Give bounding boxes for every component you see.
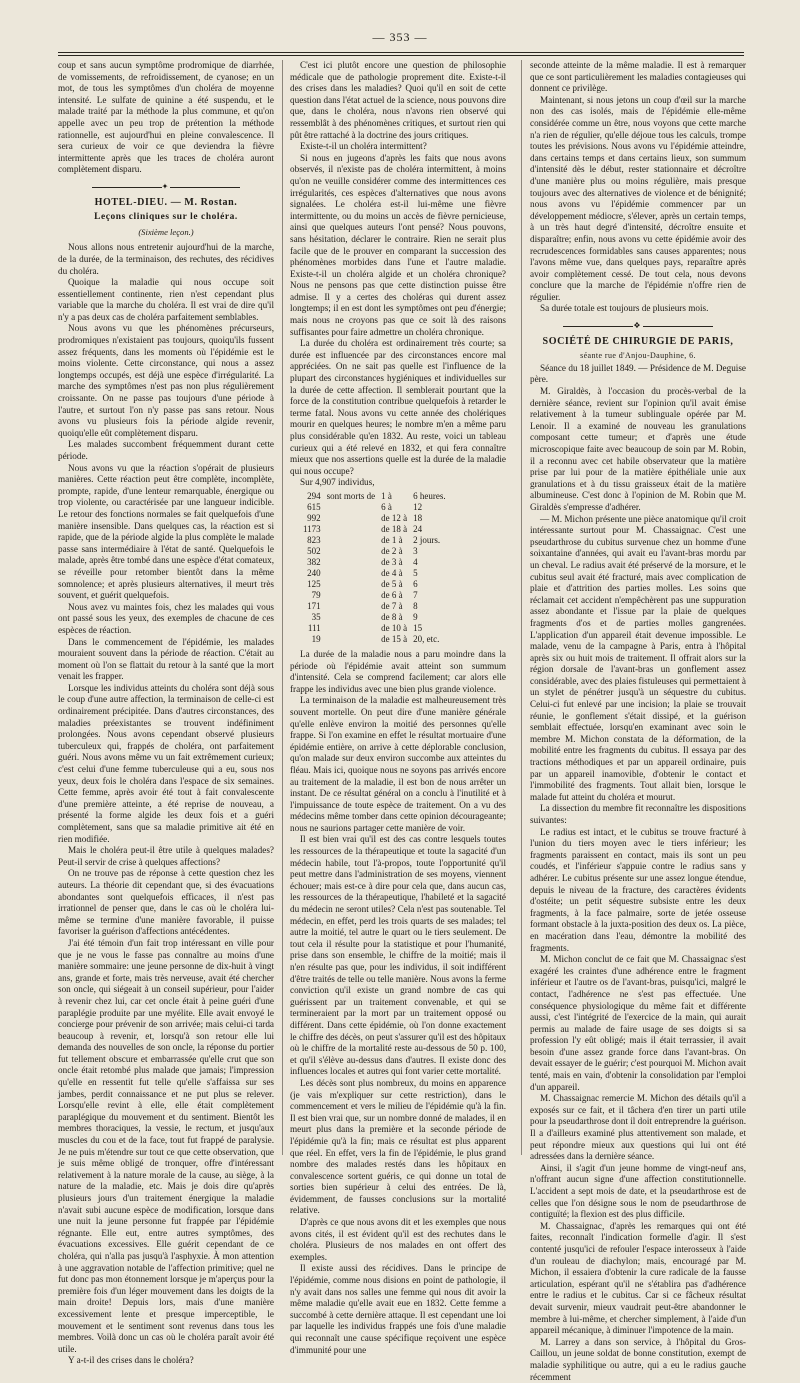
table-cell: 823 [307, 534, 321, 545]
section-heading: HOTEL-DIEU. — M. Rostan. [94, 196, 238, 208]
table-cell [324, 579, 379, 590]
table-cell: de 15 à [381, 633, 408, 644]
table-cell: 5 [413, 567, 418, 578]
section-subheading: Leçons cliniques sur le choléra. [94, 212, 238, 223]
table-row [300, 590, 449, 601]
table-cell [324, 601, 379, 612]
table-cell: 79 [311, 589, 321, 600]
table-cell: 12 [413, 501, 423, 512]
table-cell [324, 568, 379, 579]
table-row [300, 623, 449, 634]
table-cell: 382 [307, 556, 321, 567]
table-row [300, 513, 449, 524]
table-cell: 502 [307, 545, 321, 556]
table-row [300, 557, 449, 568]
column-right [530, 60, 746, 1382]
paragraph: Séance du 18 juillet 1849. — Présidence de M. Deguise père. [530, 362, 746, 385]
paragraph: — M. Michon présente une pièce anatomique qu'il croit intéressante surtout pour M. Chassaignac. C'est une pseudarthrose du cubitus survenue chez un homme d'une soixantaine d'années, qui avait eu l'avant-bras mordu par un cheval. Le radius avait été préservé de la morsure, et le cubitus seul avait été fracturé, mais avec complication de plaie et d'attrition des parties molles. Les soins que réclamait cet accident n'empêchèrent pas une suppuration assez abondante et l'issue par la plaie de quelques fragments d'os et de parties molles gangrenées. L'application d'un appareil était devenue impossible. Le malade, venu de la campagne à Paris, entra à l'hôpital après six ou huit mois de traitement. Il offrait alors sur la région dorsale de l'avant-bras un gonflement assez considérable, avec des plaies fistuleuses qui permettaient à un stylet de pénétrer jusqu'à un séquestre du cubitus. Celui-ci fut enlevé par une incision; la plaie se trouvait réunie, le gonflement s'était dissipé, et la guérison semblait effectuée, lorsqu'en examinant avec soin le membre M. Michon constata de la déformation, de la mobilité entre les fragments du cubitus. Il essaya par des tractions méthodiques et par un appareil ordinaire, puis par un appareil inamovible, d'obtenir le contact et l'immobilité des fragments. Tout allait bien, lorsque le malade fut atteint du choléra et mourut. [530, 513, 746, 802]
paragraph: seconde atteinte de la même maladie. Il est à remarquer que ce sont particulièrement les maladies contagieuses qui donnent ce privilège. [530, 60, 746, 94]
paragraph: coup et sans aucun symptôme prodromique de diarrhée, de vomissements, de refroidissement, de cyanose; en un mot, de tous les symptômes d'un choléra de moyenne intensité. Le sulfate de quinine a été suspendu, et le malade traité par la méthode la plus commune, et qu'on appelle avec un peu trop de prétention la méthode rationnelle, est aujourd'hui en pleine convalescence. Il sera curieux de voir ce que deviendra la fièvre intermittente après que les traces de choléra auront complètement disparu. [58, 60, 274, 175]
table-cell [324, 546, 379, 557]
paragraph: Quoique la maladie qui nous occupe soit essentiellement continente, rien n'est cependant plus variable que la marche du choléra. Il est vrai de dire qu'il n'y a pas deux cas de choléra parfaitement semblables. [58, 277, 274, 322]
table-cell: 294 [307, 490, 321, 501]
table-cell: 3 [413, 545, 418, 556]
table-row [300, 568, 449, 579]
table-cell [324, 612, 379, 623]
table-cell [324, 535, 379, 546]
paragraph: M. Larrey a dans son service, à l'hôpital du Gros-Caillou, un jeune soldat de bonne constitution, exempt de maladie syphilitique ou autre, qui a eu le radius gauche récemment [530, 1336, 746, 1382]
table-cell: de 3 à [381, 556, 403, 567]
table-cell: 4 [413, 556, 418, 567]
paragraph: M. Giraldès, à l'occasion du procès-verbal de la dernière séance, revient sur l'opinion qu'il avait émise relativement à la tumeur sublinguale opérée par M. Lenoir. Il a examiné de nouveau les granulations composant cette tumeur; et d'après une étude microscopique faite avec beaucoup de soin par M. Robin, il a reconnu avec cet habile observateur que la matière prise par lui pour de la matière épithéliale unie aux granulations et à du tissu graisseux était de la matière albumineuse. C'est donc à l'opinion de M. Robin que M. Giraldès s'empresse d'adhérer. [530, 386, 746, 512]
table-row [300, 524, 449, 535]
table-cell: de 10 à [381, 622, 408, 633]
table-cell: 19 [311, 633, 321, 644]
table-cell: 1173 [303, 523, 321, 534]
table-cell: 24 [413, 523, 423, 534]
table-cell: 6 [413, 578, 418, 589]
table-cell: de 4 à [381, 567, 403, 578]
paragraph: Les malades succombent fréquemment durant cette période. [58, 439, 274, 461]
paragraph: Sa durée totale est toujours de plusieurs mois. [540, 303, 709, 314]
table-row [300, 579, 449, 590]
paragraph: La terminaison de la maladie est malheureusement très souvent mortelle. On peut dire d'une manière générale qu'elle enlève environ la moitié des personnes qu'elle frappe. Si l'on examine en effet le résultat mortuaire d'une épidémie entière, on arrive à cette déplorable conclusion, qu'on malade sur deux environ succombe aux atteintes du fléau. Mais ici, quoique nous ne soyons pas arrivés encore au traitement de la maladie, il est bon de nous arrêter un instant. De ce résultat général on a conclu à l'inutilité et à l'impuissance de toute espèce de traitement. On a vu des médecins même tomber dans cette opinion décourageante; nous ne saurions partager cette manière de voir. [290, 695, 506, 833]
paragraph: La durée de la maladie nous a paru moindre dans la période où l'épidémie avait atteint son summum d'intensité. Cela se comprend facilement; car alors elle frappe les individus avec une bien plus grande violence. [290, 648, 506, 694]
table-intro: Sur 4,907 individus, [300, 477, 375, 488]
paragraph: M. Chassaignac, d'après les remarques qui ont été faites, reconnaît l'indication formelle d'agir. Il s'est contenté jusqu'ici de refouler l'espace interosseux à l'aide d'un rouleau de diachylon; mais, encouragé par M. Michon, il essaiera d'obtenir la cure radicale de la fausse articulation, espérant qu'il ne s'établira pas d'adhérence entre le radius et le cubitus. Car si ce fâcheux résultat devait survenir, mieux vaudrait peut-être abandonner le membre à lui-même, et chercher simplement, à l'aide d'un appareil mécanique, à diminuer l'impotence de la main. [530, 1220, 746, 1336]
paragraph: C'est ici plutôt encore une question de philosophie médicale que de pathologie proprement dite. Existe-t-il des crises dans les maladies? Quoi qu'il en soit de cette question dans l'état actuel de la science, nous pouvons dire que, dans le choléra, nous n'avons rien observé qui ressemblât à des phénomènes critiques, et surtout rien qui pût être rattaché à la doctrine des jours critiques. [290, 60, 506, 140]
paragraph: Ainsi, il s'agit d'un jeune homme de vingt-neuf ans, n'offrant aucun signe d'une affection constitutionnelle. L'accident a sept mois de date, et la pseudarthrose est de celles que l'on désigne sous le nom de pseudarthrose de contiguïté; la flexion est des plus difficile. [530, 1162, 746, 1220]
mortality-duration-table [300, 491, 449, 645]
table-row [300, 634, 449, 645]
table-cell [324, 502, 379, 513]
table-cell [324, 524, 379, 535]
ornament-divider: ❖ [530, 320, 746, 332]
paragraph: On ne trouve pas de réponse à cette question chez les auteurs. La théorie dit cependant que, si des évacuations abondantes sont quelquefois efficaces, il n'est pas irrationnel de penser que, dans le cas où le choléra lui-même se termine d'une manière favorable, il puisse favoriser la guérison d'affections antécédentes. [58, 868, 274, 937]
table-cell: 9 [413, 611, 418, 622]
table-row [300, 491, 449, 502]
paragraph: Mais le choléra peut-il être utile à quelques malades? Peut-il servir de crise à quelques affections? [58, 845, 274, 867]
paragraph: La dissection du membre fit reconnaître les dispositions suivantes: [530, 803, 746, 825]
table-cell: de 12 à [381, 512, 408, 523]
page-number: — 353 — [372, 30, 428, 44]
table-cell: 6 à [381, 501, 392, 512]
table-cell: 992 [307, 512, 321, 523]
table-cell: 125 [307, 578, 321, 589]
table-cell: 6 heures. [413, 490, 446, 501]
table-cell: 35 [311, 611, 321, 622]
section-subheading: séante rue d'Anjou-Dauphine, 6. [580, 351, 696, 361]
table-cell: 111 [307, 622, 321, 633]
table-cell [324, 590, 379, 601]
paragraph: Dans le commencement de l'épidémie, les malades mouraient souvent dans la période de réaction. C'était au moment où l'on se flattait du retour à la santé que la mort venait les frapper. [58, 636, 274, 682]
paragraph: Y a-t-il des crises dans le choléra? [68, 1355, 194, 1366]
table-cell: de 1 à [381, 534, 403, 545]
paragraph: D'après ce que nous avons dit et les exemples que nous avons cités, il est évident qu'il est des rechutes dans le choléra. Plusieurs de nos malades en ont offert des exemples. [290, 1217, 506, 1262]
ornament-divider: ✦ [58, 181, 274, 193]
table-cell [324, 623, 379, 634]
header-rule-secondary [58, 55, 744, 56]
paragraph: Les décès sont plus nombreux, du moins en apparence (je vais m'expliquer sur cette restriction), dans le commencement et vers le milieu de l'épidémie qu'à la fin. Il est bien vrai que, sur un nombre donné de malades, il en meurt plus dans la première et la seconde période de l'épidémie qu'à la fin; mais ce résultat est plus apparent que réel. En effet, vers la fin de l'épidémie, le plus grand nombre des malades restés dans les hôpitaux en convalescence sortent guéris, ce qui donne un total de sorties bien supérieur à celui des entrées. De là, évidemment, de fausses conclusions sur la mortalité relative. [290, 1077, 506, 1216]
table-cell: de 5 à [381, 578, 403, 589]
table-cell: de 2 à [381, 545, 403, 556]
paragraph: Le radius est intact, et le cubitus se trouve fracturé à l'union du tiers moyen avec le tiers inférieur; les fragments paraissent en contact, mais ils sont un peu coudés, et l'inférieur s'appuie contre le radius sans y adhérer. Le cubitus présente sur une assez longue étendue, depuis le niveau de la fracture, des caractères évidents d'ostéite; un petit séquestre subsiste entre les deux fragments, à la face palmaire, sorte de jetée osseuse formant obstacle à la juxta-position des deux os. La pièce, en macération dans l'eau, démontre la mobilité des fragments. [530, 826, 746, 953]
table-cell: 2 jours. [413, 534, 441, 545]
table-cell: de 7 à [381, 600, 403, 611]
paragraph: Nous avez vu maintes fois, chez les malades qui vous ont passé sous les yeux, des exemples de chacune de ces espèces de réaction. [58, 601, 274, 635]
table-row [300, 502, 449, 513]
paragraph: Nous allons nous entretenir aujourd'hui de la marche, de la durée, de la terminaison, des rechutes, des récidives du choléra. [58, 242, 274, 276]
table-cell: 8 [413, 600, 418, 611]
table-cell: 1 à [381, 490, 392, 501]
paragraph: J'ai été témoin d'un fait trop intéressant en ville pour que je ne vous le fasse pas connaître au moins d'une manière sommaire: une jeune personne de dix-huit à vingt ans, grande et forte, mais très nerveuse, avait été chercher son oncle, qui siégeait à un conseil supérieur, pour l'aider à revenir chez lui, car cet oncle était à peine guéri d'une paraplégie produite par une myélite. Elle avait envoyé le concierge pour prévenir de son arrivée; mais celui-ci tarda beaucoup à revenir, et, lorsqu'à son retour elle lui demanda des nouvelles de son oncle, la réponse du portier fut tellement obscure et embarrassée qu'elle crut que son oncle était retombé plus malade que jamais; l'impression qu'elle en ressentit fut telle qu'elle s'affaissa sur ses jambes, perdit connaissance et ne put plus se relever. Lorsqu'elle revint à elle, elle était complètement paraplégique du mouvement et du sentiment. Bientôt les membres thoraciques, la vessie, le rectum, et jusqu'aux muscles du cou et de la face, tout fut frappé de paralysie. Je ne puis m'étendre sur tout ce que cette observation, que je suis même obligé de tronquer, offre d'intéressant relativement à la nature morale de la cause, au siège, à la nature de la maladie, etc. Mais je dois dire qu'après plusieurs jours d'un traitement énergique la maladie n'avait subi aucune espèce de modification, lorsque dans une nuit la jeune personne fut frappée par l'épidémie régnante. Elle eut, entre autres symptômes, des évacuations excessives. Elle guérit cependant de ce choléra, qui n'alla pas jusqu'à l'asphyxie. À mon attention à une aggravation notable de l'affection primitive; quel ne fut donc pas mon étonnement lorsque je m'aperçus pour la première fois d'un léger mouvement dans les doigts de la main droite! Depuis lors, mais d'une manière excessivement lente et presque imperceptible, le mouvement et le sentiment sont revenus dans tous les membres. Voilà donc un cas où le choléra paraît avoir été utile. [58, 937, 274, 1354]
table-row [300, 535, 449, 546]
table-cell: de 8 à [381, 611, 403, 622]
table-cell: 15 [413, 622, 423, 633]
paragraph: M. Michon conclut de ce fait que M. Chassaignac s'est exagéré les craintes d'une adhérence entre le fragment inférieur et l'autre os de l'avant-bras, puisqu'ici, malgré le contact, l'adhérence ne s'est pas effectuée. Une conséquence physiologique du même fait et différente aussi, c'est l'intégrité de l'exercice de la main, qui aurait permis au malade de faire usage de ses doigts si sa profession l'y eût obligé; mais il était terrassier, il avait besoin d'une assez grande force dans l'avant-bras. On devait essayer de le guérir; c'est pourquoi M. Michon avait tenté, mais en vain, d'obtenir la consolidation par l'emploi d'un appareil. [530, 954, 746, 1092]
table-cell: sont morts de [326, 490, 376, 501]
table-cell: 7 [413, 589, 418, 600]
table-row [300, 601, 449, 612]
paragraph: Lorsque les individus atteints du choléra sont déjà sous le coup d'une autre affection, la terminaison de celle-ci est ordinairement précipitée. Dans d'autres circonstances, des maladies préexistantes se trouvent indéfiniment prolongées. Nous avons cependant observé plusieurs tuberculeux qui, frappés de choléra, ont parfaitement guéri. Nous avons même vu un fait extrêmement curieux; c'est celui d'une femme tuberculeuse qui a eu, sous nos yeux, deux fois le choléra dans l'espace de six semaines. Cette femme, après avoir été tout à fait convalescente d'une première atteinte, a été reprise de nouveau, a présenté la forme algide les deux fois et a guéri complètement, sans que sa maladie primitive ait été en rien modifiée. [58, 682, 274, 844]
lesson-number: (Sixième leçon.) [138, 226, 194, 237]
table-cell: de 18 à [381, 523, 408, 534]
table-cell: 20, etc. [413, 633, 440, 644]
paragraph: Nous avons vu que la réaction s'opérait de plusieurs manières. Cette réaction peut être complète, incomplète, prompte, rapide, d'une lenteur remarquable, énergique ou trop violente, ou caractérisée par une langueur indicible. Le retour des fonctions normales se fait quelquefois d'une manière insensible. Dans quelques cas, la réaction est si rapide, que de la période algide la plus complète le malade passe sans intermédiaire à l'état de santé. Quelquefois le malade, après être tombé dans une espèce d'état comateux, se réveille pour retomber bientôt dans la même somnolence; et après plusieurs alternatives, il meurt très souvent, et guérit quelquefois. [58, 462, 274, 601]
table-cell: 171 [307, 600, 321, 611]
table-cell: 18 [413, 512, 423, 523]
paragraph: M. Chassaignac remercie M. Michon des détails qu'il a exposés sur ce fait, et il tâchera d'en tirer un parti utile pour la pseudarthrose dont il doit entreprendre la guérison. Il a d'ailleurs examiné plus attentivement son malade, et peut répondre mieux aux questions qui lui ont été adressées dans la dernière séance. [530, 1093, 746, 1162]
table-cell: 615 [307, 501, 321, 512]
column-divider [282, 60, 283, 1155]
paragraph: Existe-t-il un choléra intermittent? [300, 141, 427, 152]
table-cell: de 6 à [381, 589, 403, 600]
table-cell [324, 557, 379, 568]
table-row [300, 612, 449, 623]
header-rule [58, 52, 744, 53]
section-heading: SOCIÉTÉ DE CHIRURGIE DE PARIS, [542, 335, 734, 347]
table-cell: 240 [307, 567, 321, 578]
column-left [58, 60, 274, 1366]
table-cell [324, 513, 379, 524]
column-divider [521, 60, 522, 1155]
paragraph: La durée du choléra est ordinairement très courte; sa durée est influencée par des circonstances encore mal appréciées. On ne sait pas quelle est l'influence de la plupart des circonstances hygiéniques et individuelles sur la durée de cette affection. Il semblerait pourtant que la force de la constitution contribue quelquefois à retarder le terme fatal. Nous avons vu cette année des cholériques mourir en quelques heures; le nombre m'en a même paru plus considérable qu'en 1832. Au reste, voici un tableau curieux qui a été relevé en 1832, et qui fera connaître mieux que nos assertions quelle est la durée de la maladie qui nous occupe? [290, 338, 506, 476]
table-row [300, 546, 449, 557]
table-cell [324, 634, 379, 645]
paragraph: Nous avons vu que les phénomènes précurseurs, prodromiques n'existaient pas toujours, quoiqu'ils fussent assez fréquents, dans les moments où l'épidémie est le moins violente. Cette circonstance, qui nous a assez longtemps occupés, est déjà une espèce d'irrégularité. La marche des symptômes n'est pas non plus régulièrement croissante. On ne passe pas toujours d'une période à l'autre, et surtout l'on n'y passe pas sans retour. Nous avons vu plusieurs fois la période algide revenir, quoiqu'elle eût complètement disparu. [58, 323, 274, 438]
paragraph: Si nous en jugeons d'après les faits que nous avons observés, il n'existe pas de choléra intermittent, à moins qu'on ne veuille considérer comme des intermittences ces irrégularités, ces espèces d'alternatives que nous avons signalées. Le choléra est-il lui-même une fièvre intermittente, ou du moins un accès de fièvre pernicieuse, ainsi que quelques auteurs l'ont pensé? Nous pouvons, sans hésitation, déclarer le contraire. Rien ne serait plus facile que de le prouver en comparant la succession des phénomènes morbides dans l'une et l'autre maladie. Existe-t-il un choléra algide et un choléra chronique? Nous ne pensons pas que cette distinction puisse être admise. Il y a certes des choléras qui durent assez longtemps; il en est dont les symptômes ont peu d'énergie; mais nous ne croyons pas que ce soit là des raisons suffisantes pour faire admettre un choléra chronique. [290, 152, 506, 337]
paragraph: Il est bien vrai qu'il est des cas contre lesquels toutes les ressources de la thérapeutique et toute la sagacité d'un médecin habile, tout l'à-propos, toute l'opportunité qu'il peut mettre dans l'administration de ses moyens, viennent échouer; mais est-ce à dire pour cela que, dans aucun cas, les ressources de la thérapeutique, l'habileté et la sagacité du médecin ne seront utiles? Cela n'est pas soutenable. Tel médecin, en effet, perd les trois quarts de ses malades; tel autre la moitié, tel autre le quart ou le tiers seulement. De tout cela il résulte pour la statistique et pour l'humanité, prise dans son ensemble, le chiffre de la moitié; mais il n'en résulte pas que, pour les individus, il soit indifférent d'être traités de telle ou telle manière. Nous avons la ferme conviction qu'il existe un grand nombre de cas qui guérissent par un traitement convenable, et qui se termineraient par la mort par un traitement opposé ou différent. Dans cette épidémie, où l'on donne exactement le chiffre des décès, on peut s'assurer qu'il est des hôpitaux où le chiffre de la mortalité reste au-dessous de 50 p. 100, et qu'il s'élève au-dessus dans d'autres. Il existe donc des influences locales et autres qui font varier cette mortalité. [290, 834, 506, 1077]
column-middle [290, 60, 506, 1355]
paragraph: Maintenant, si nous jetons un coup d'œil sur la marche non des cas isolés, mais de l'épidémie elle-même considérée comme un être, nous voyons que cette marche n'a rien de régulier, qu'elle déjoue tous les calculs, trompe toutes les prévisions. Nous avons vu l'épidémie atteindre, dans certains temps et dans certains lieux, son summum d'intensité dès le début, rester stationnaire et décroître d'une manière plus ou moins régulière, mais presque toujours avec des alternatives de violence et de bénignité; nous avons vu l'épidémie commencer par un développement médiocre, s'élever, après un certain temps, à un très haut degré d'intensité, décroître ensuite et disparaître; enfin, nous avons vu cette épidémie avoir des recrudescences formidables sans causes apparentes; nous l'avons même vue, dans quelques pays, reparaître après avoir complètement cessé. De tout cela, nous devons conclure que la marche de l'épidémie n'offre rien de régulier. [530, 94, 746, 302]
paragraph: Il existe aussi des récidives. Dans le principe de l'épidémie, comme nous disions en point de pathologie, il n'y avait dans nos salles une femme qui nous dit avoir la même maladie qu'elle avait eue en 1832. Cette femme a succombé à cette dernière attaque. Il est cependant une loi par laquelle les individus frappés une fois d'une maladie qui reconnaît une cause spécifique reçoivent une espèce d'immunité pour une [290, 1263, 506, 1355]
